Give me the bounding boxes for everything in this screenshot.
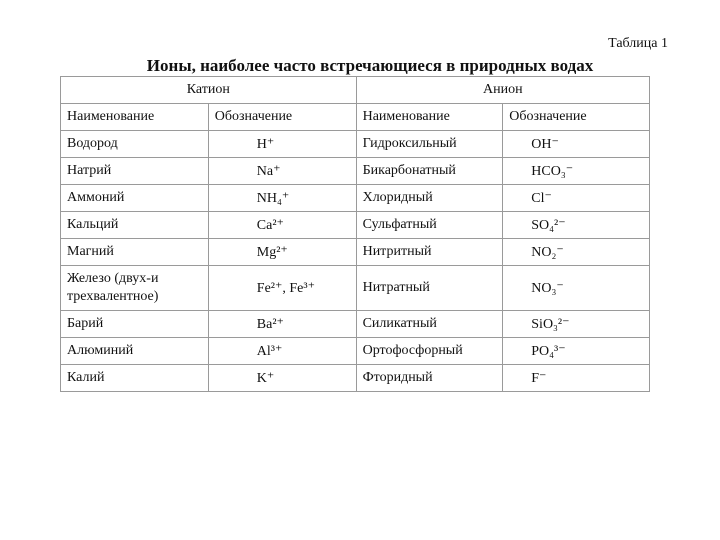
anion-name: Сульфатный bbox=[356, 212, 503, 239]
cation-symbol: NH₄⁺ bbox=[208, 185, 356, 212]
anion-group-header: Анион bbox=[356, 77, 649, 104]
anion-symbol: NO₃⁻ bbox=[503, 266, 650, 311]
column-header-row bbox=[61, 104, 650, 131]
table-row bbox=[61, 212, 650, 239]
ions-table bbox=[60, 76, 650, 392]
cation-name: Аммоний bbox=[61, 185, 209, 212]
anion-name: Гидроксильный bbox=[356, 131, 503, 158]
anion-name: Ортофосфорный bbox=[356, 338, 503, 365]
anion-symbol: SO₄²⁻ bbox=[503, 212, 650, 239]
table-row bbox=[61, 266, 650, 311]
page-title: Ионы, наиболее часто встречающиеся в природных водах bbox=[146, 56, 594, 75]
cation-name: Барий bbox=[61, 311, 209, 338]
table-row bbox=[61, 158, 650, 185]
anion-name: Бикарбонатный bbox=[356, 158, 503, 185]
cation-name: Кальций bbox=[61, 212, 209, 239]
table-row bbox=[61, 365, 650, 392]
cation-group-header: Катион bbox=[61, 77, 357, 104]
cation-symbol-header: Обозначение bbox=[208, 104, 356, 131]
group-header-row bbox=[61, 77, 650, 104]
cation-symbol: Ba²⁺ bbox=[208, 311, 356, 338]
anion-symbol: OH⁻ bbox=[503, 131, 650, 158]
anion-symbol: Cl⁻ bbox=[503, 185, 650, 212]
anion-name: Фторидный bbox=[356, 365, 503, 392]
cation-symbol: Ca²⁺ bbox=[208, 212, 356, 239]
table-row bbox=[61, 239, 650, 266]
cation-name: Магний bbox=[61, 239, 209, 266]
cation-name: Натрий bbox=[61, 158, 209, 185]
anion-name: Хлоридный bbox=[356, 185, 503, 212]
anion-symbol: SiO₃²⁻ bbox=[503, 311, 650, 338]
cation-symbol: Mg²⁺ bbox=[208, 239, 356, 266]
table-row bbox=[61, 338, 650, 365]
cation-symbol: Al³⁺ bbox=[208, 338, 356, 365]
anion-name: Нитратный bbox=[356, 266, 503, 311]
table-number-label: Таблица 1 bbox=[608, 36, 668, 51]
cation-symbol: H⁺ bbox=[208, 131, 356, 158]
cation-symbol: Fe²⁺, Fe³⁺ bbox=[208, 266, 356, 311]
anion-name: Нитритный bbox=[356, 239, 503, 266]
cation-symbol: Na⁺ bbox=[208, 158, 356, 185]
anion-symbol-header: Обозначение bbox=[503, 104, 650, 131]
anion-symbol: F⁻ bbox=[503, 365, 650, 392]
anion-symbol: HCO₃⁻ bbox=[503, 158, 650, 185]
anion-name: Силикатный bbox=[356, 311, 503, 338]
cation-symbol: K⁺ bbox=[208, 365, 356, 392]
cation-name: Алюминий bbox=[61, 338, 209, 365]
table-row bbox=[61, 311, 650, 338]
cation-name-header: Наименование bbox=[61, 104, 209, 131]
cation-name: Водород bbox=[61, 131, 209, 158]
anion-symbol: PO₄³⁻ bbox=[503, 338, 650, 365]
table-row bbox=[61, 185, 650, 212]
cation-name: Калий bbox=[61, 365, 209, 392]
cation-name: Железо (двух-и трехвалентное) bbox=[61, 266, 209, 311]
table-row bbox=[61, 131, 650, 158]
anion-symbol: NO₂⁻ bbox=[503, 239, 650, 266]
anion-name-header: Наименование bbox=[356, 104, 503, 131]
